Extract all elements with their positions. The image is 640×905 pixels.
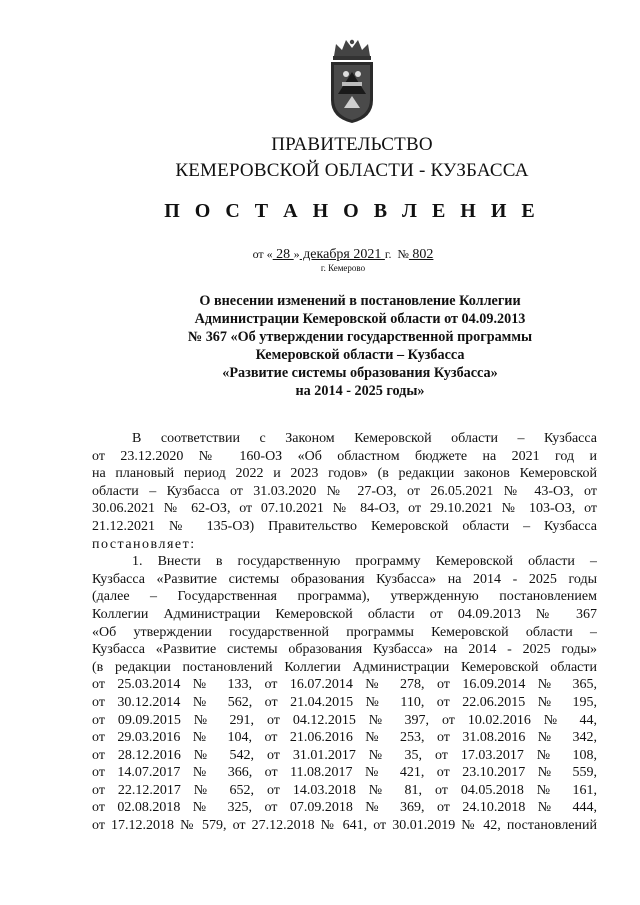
body-line: постановляет: [92, 536, 196, 552]
body-line: от 09.09.2015 № 291, от 04.12.2015 № 397, от 10.02.2016 № 44, [92, 712, 597, 728]
government-name-line-2: КЕМЕРОВСКОЙ ОБЛАСТИ - КУЗБАССА [175, 160, 529, 181]
body-line: 1. Внести в государственную программу Кемеровской области – [132, 554, 597, 570]
date-mid: » [293, 247, 300, 261]
body-line: от 28.12.2016 № 542, от 31.01.2017 № 35, от 17.03.2017 № 108, [92, 747, 597, 763]
body-line: Кузбасса «Развитие системы образования Кузбасса» на 2014 - 2025 годы» [92, 642, 597, 658]
decree-subject [0, 292, 640, 400]
body-line: от 30.12.2014 № 562, от 21.04.2015 № 110, от 22.06.2015 № 195, [92, 694, 597, 710]
government-name-line-1: ПРАВИТЕЛЬСТВО [271, 134, 433, 155]
date-prefix: от « [252, 247, 273, 261]
body-line: на плановый период 2022 и 2023 годов» (в редакции законов Кемеровской [92, 466, 597, 482]
body-line: 21.12.2021 № 135-ОЗ) Правительство Кемеровской области – Кузбасса [92, 518, 597, 534]
subject-line: на 2014 - 2025 годы» [295, 383, 425, 399]
decree-city: г. Кемерово [320, 263, 366, 273]
body-line: (в редакции постановлений Коллегии Администрации Кемеровской области [92, 659, 597, 675]
document-type-title: П О С Т А Н О В Л Е Н И Е [164, 200, 540, 222]
date-month-year: декабря 2021 [299, 247, 385, 262]
decree-body-text [92, 430, 597, 835]
body-line: области – Кузбасса от 31.03.2020 № 27-ОЗ, от 26.05.2021 № 43-ОЗ, от [92, 483, 597, 499]
decree-dateline [0, 247, 640, 263]
body-line: Кузбасса «Развитие системы образования Кузбасса» на 2014 - 2025 годы [92, 571, 597, 587]
subject-line: Администрации Кемеровской области от 04.09.2013 [194, 311, 526, 327]
body-line: (далее – Государственная программа), утвержденную постановлением [92, 589, 597, 605]
body-line: В соответствии с Законом Кемеровской области – Кузбасса [132, 431, 597, 446]
subject-line: О внесении изменений в постановление Коллегии [199, 293, 521, 309]
date-day: 28 [272, 247, 294, 262]
decree-number: 802 [408, 247, 434, 262]
body-line: от 14.07.2017 № 366, от 11.08.2017 № 421, от 23.10.2017 № 559, [92, 765, 597, 781]
body-line: от 02.08.2018 № 325, от 07.09.2018 № 369, от 24.10.2018 № 444, [92, 800, 597, 816]
body-line: Коллегии Администрации Кемеровской области от 04.09.2013 № 367 [92, 606, 597, 622]
subject-line: Кемеровской области – Кузбасса [255, 347, 465, 363]
coat-of-arms-emblem [326, 38, 378, 124]
body-line: 30.06.2021 № 62-ОЗ, от 07.10.2021 № 84-ОЗ, от 29.10.2021 № 103-ОЗ, от [92, 501, 597, 517]
body-line: «Об утверждении государственной программы Кемеровской области – [92, 624, 597, 640]
body-line: от 17.12.2018 № 579, от 27.12.2018 № 641, от 30.01.2019 № 42, постановлений [92, 818, 597, 834]
subject-line: № 367 «Об утверждении государственной программы [187, 329, 533, 345]
body-line: от 29.03.2016 № 104, от 21.06.2016 № 253, от 31.08.2016 № 342, [92, 730, 597, 746]
subject-line: «Развитие системы образования Кузбасса» [222, 365, 498, 381]
body-line: от 23.12.2020 № 160-ОЗ «Об областном бюджете на 2021 год и [92, 448, 597, 464]
date-year-suffix: г. [384, 247, 392, 261]
number-prefix: № [397, 247, 409, 261]
body-line: от 22.12.2017 № 652, от 14.03.2018 № 81, от 04.05.2018 № 161, [92, 782, 597, 798]
body-line: от 25.03.2014 № 133, от 16.07.2014 № 278, от 16.09.2014 № 365, [92, 677, 597, 693]
